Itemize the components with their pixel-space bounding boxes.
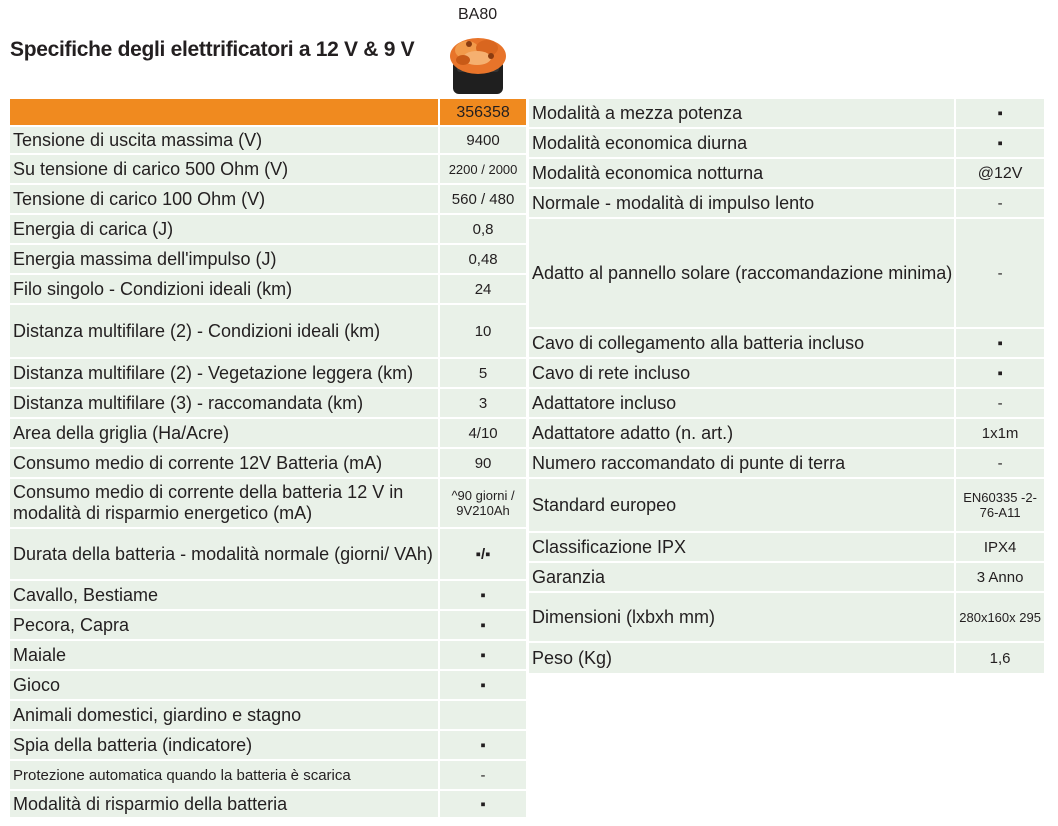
spec-label: Modalità economica diurna: [529, 129, 954, 157]
table-row: [529, 593, 1044, 641]
spec-value: ▪: [438, 581, 526, 609]
table-row: [10, 275, 526, 303]
spec-value: 24: [438, 275, 526, 303]
table-row: [10, 731, 526, 759]
table-row: [529, 563, 1044, 591]
table-row: [10, 701, 526, 729]
table-row: [10, 185, 526, 213]
spec-value: 1,6: [954, 643, 1044, 673]
specs-table-right: [529, 97, 1044, 675]
table-row: [529, 329, 1044, 357]
spec-label: Classificazione IPX: [529, 533, 954, 561]
table-row: [10, 155, 526, 183]
spec-label: Adattatore incluso: [529, 389, 954, 417]
spec-label: Normale - modalità di impulso lento: [529, 189, 954, 217]
spec-label: Distanza multifilare (3) - raccomandata (km): [10, 389, 438, 417]
table-row: [529, 643, 1044, 673]
table-row: [10, 215, 526, 243]
spec-label: Filo singolo - Condizioni ideali (km): [10, 275, 438, 303]
specs-table-left: [10, 97, 526, 819]
table-row: [529, 189, 1044, 217]
spec-label: Su tensione di carico 500 Ohm (V): [10, 155, 438, 183]
spec-label: Distanza multifilare (2) - Condizioni ideali (km): [10, 305, 438, 357]
spec-value: -: [438, 761, 526, 789]
model-name: BA80: [458, 6, 498, 23]
spec-value: ▪: [438, 731, 526, 759]
table-row: [529, 419, 1044, 447]
spec-label: Maiale: [10, 641, 438, 669]
spec-value: 0,48: [438, 245, 526, 273]
table-row: [529, 359, 1044, 387]
table-row: [10, 449, 526, 477]
table-row: [529, 449, 1044, 477]
spec-value: 4/10: [438, 419, 526, 447]
spec-label: Consumo medio di corrente 12V Batteria (mA): [10, 449, 438, 477]
spec-label: Modalità di risparmio della batteria: [10, 791, 438, 817]
table-row: [10, 305, 526, 357]
spec-value: ▪: [954, 359, 1044, 387]
spec-label: Standard europeo: [529, 479, 954, 531]
table-row: [10, 791, 526, 817]
spec-label: Tensione di carico 100 Ohm (V): [10, 185, 438, 213]
spec-value: 10: [438, 305, 526, 357]
spec-value: -: [954, 219, 1044, 327]
spec-label: Pecora, Capra: [10, 611, 438, 639]
spec-value: -: [954, 389, 1044, 417]
spec-label: Distanza multifilare (2) - Vegetazione leggera (km): [10, 359, 438, 387]
table-row: [10, 529, 526, 579]
header-label-cell: [10, 99, 438, 125]
spec-label: Tensione di uscita massima (V): [10, 127, 438, 153]
spec-label: Energia massima dell'impulso (J): [10, 245, 438, 273]
table-row: [529, 479, 1044, 531]
table-header-row: [10, 99, 526, 125]
spec-value: 0,8: [438, 215, 526, 243]
spec-label: Cavo di rete incluso: [529, 359, 954, 387]
spec-label: Spia della batteria (indicatore): [10, 731, 438, 759]
spec-value: ▪: [954, 329, 1044, 357]
spec-label: Area della griglia (Ha/Acre): [10, 419, 438, 447]
table-row: [10, 581, 526, 609]
spec-value: ▪: [438, 791, 526, 817]
spec-label: Peso (Kg): [529, 643, 954, 673]
spec-value: -: [954, 449, 1044, 477]
spec-label: Adatto al pannello solare (raccomandazione minima): [529, 219, 954, 327]
spec-value: 280x160x 295: [954, 593, 1044, 641]
spec-value: @12V: [954, 159, 1044, 187]
spec-value: ▪: [438, 641, 526, 669]
table-row: [10, 641, 526, 669]
spec-label: Numero raccomandato di punte di terra: [529, 449, 954, 477]
spec-value: -: [954, 189, 1044, 217]
spec-value: 3 Anno: [954, 563, 1044, 591]
table-row: [529, 219, 1044, 327]
table-row: [529, 389, 1044, 417]
spec-value: 3: [438, 389, 526, 417]
spec-value: 2200 / 2000: [438, 155, 526, 183]
spec-value: ^90 giorni / 9V210Ah: [438, 479, 526, 527]
spec-value: 90: [438, 449, 526, 477]
spec-label: Modalità economica notturna: [529, 159, 954, 187]
table-row: [10, 479, 526, 527]
table-row: [10, 419, 526, 447]
spec-label: Energia di carica (J): [10, 215, 438, 243]
spec-label: Protezione automatica quando la batteria è scarica: [10, 761, 438, 789]
table-row: [10, 359, 526, 387]
table-row: [10, 389, 526, 417]
spec-label: Cavo di collegamento alla batteria incluso: [529, 329, 954, 357]
table-row: [10, 761, 526, 789]
spec-label: Garanzia: [529, 563, 954, 591]
spec-value: 5: [438, 359, 526, 387]
spec-value: 560 / 480: [438, 185, 526, 213]
spec-value: 1x1m: [954, 419, 1044, 447]
table-row: [10, 127, 526, 153]
spec-value: ▪: [954, 99, 1044, 127]
product-image: [447, 30, 509, 96]
spec-value: EN60335 -2-76-A11: [954, 479, 1044, 531]
article-number: 356358: [438, 99, 526, 125]
table-row: [10, 245, 526, 273]
table-row: [529, 159, 1044, 187]
spec-value: [438, 701, 526, 729]
table-row: [10, 611, 526, 639]
spec-label: Durata della batteria - modalità normale (giorni/ VAh): [10, 529, 438, 579]
table-row: [529, 129, 1044, 157]
spec-label: Consumo medio di corrente della batteria 12 V in modalità di risparmio energetico (mA): [10, 479, 438, 527]
page-title: Specifiche degli elettrificatori a 12 V & 9 V: [10, 38, 415, 61]
spec-label: Cavallo, Bestiame: [10, 581, 438, 609]
spec-value: IPX4: [954, 533, 1044, 561]
spec-label: Adattatore adatto (n. art.): [529, 419, 954, 447]
spec-value: ▪/▪: [438, 529, 526, 579]
spec-value: 9400: [438, 127, 526, 153]
spec-label: Animali domestici, giardino e stagno: [10, 701, 438, 729]
spec-label: Modalità a mezza potenza: [529, 99, 954, 127]
spec-label: Gioco: [10, 671, 438, 699]
table-row: [10, 671, 526, 699]
spec-value: ▪: [438, 671, 526, 699]
spec-value: ▪: [438, 611, 526, 639]
table-row: [529, 533, 1044, 561]
table-row: [529, 99, 1044, 127]
spec-label: Dimensioni (lxbxh mm): [529, 593, 954, 641]
spec-value: ▪: [954, 129, 1044, 157]
